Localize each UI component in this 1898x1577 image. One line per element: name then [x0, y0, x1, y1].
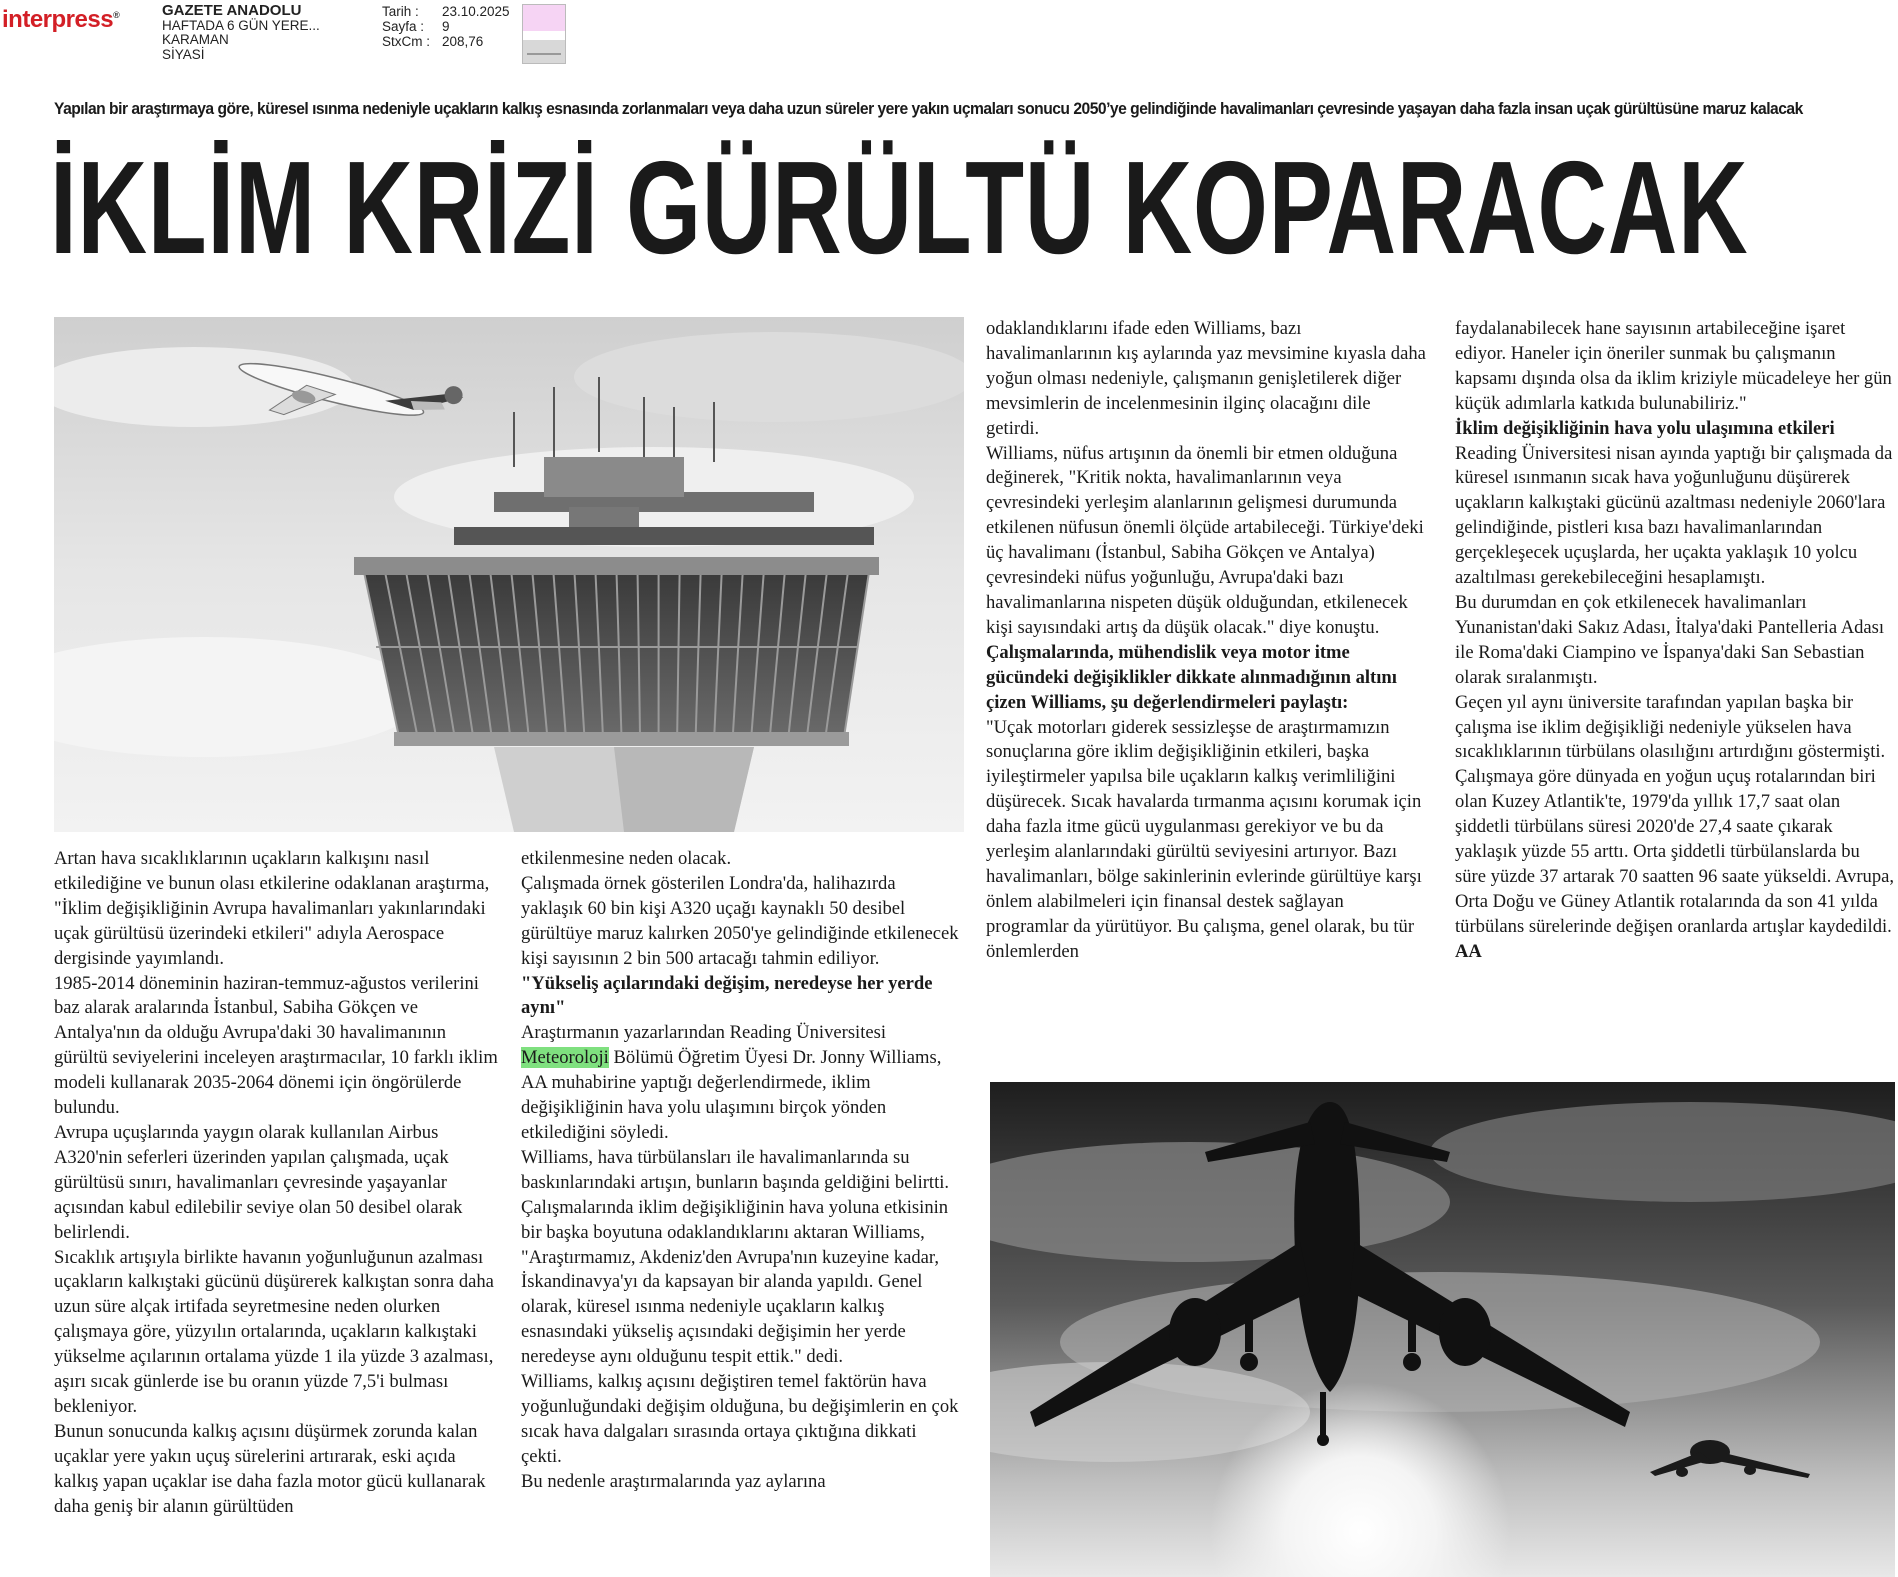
col3-subheading: Çalışmalarında, mühendislik veya motor itme gücündeki değişiklikler dikkate alınmadığının altını çizen Williams, şu değerlendirmeleri paylaştı: — [986, 641, 1397, 713]
col2-paragraph-2: Çalışmada örnek gösterilen Londra'da, halihazırda yaklaşık 60 bin kişi A320 uçağı kaynaklı 50 desibel gürültüye maruz kalırken 2050'ye gelindiğinde etkilenecek kişi sayısının 2 bin 500 artacağı tahmin ediliyor. — [521, 872, 959, 969]
col4-paragraph-3: Bu durumdan en çok etkilenecek havalimanları Yunanistan'daki Sakız Adası, İtalya'daki Pantelleria Adası ile Roma'daki Ciampino ve İspanya'daki San Sebastian olarak sıralanmıştı. — [1455, 591, 1885, 688]
article-column-3 — [986, 317, 1426, 965]
airplane-below-photo — [990, 1082, 1895, 1577]
col3-paragraph-2: Williams, nüfus artışının da önemli bir etmen olduğuna değinerek, "Kritik nokta, havalimanlarının veya çevresindeki yerleşim alanlarının gelişmesi durumunda etkilenen nüfusun önemli ölçüde artabileceği. Türkiye'deki üç havalimanı (İstanbul, Sabiha Gökçen ve Antalya) çevresindeki nüfus yoğunluğu, Avrupa'daki bazı havalimanlarına nispeten düşük olduğundan, etkilenecek kişi sayısındaki artış da düşük olacak." diye konuştu. — [986, 442, 1424, 638]
article-headline: İKLİM KRİZİ GÜRÜLTÜ KOPARACAK — [50, 134, 1749, 281]
col2-paragraph-1: etkilenmesine neden olacak. — [521, 848, 732, 869]
article-signature: AA — [1455, 940, 1482, 962]
publication-frequency: HAFTADA 6 GÜN YERE... — [162, 17, 320, 33]
col3-paragraph-3: "Uçak motorları giderek sessizleşse de araştırmamızın sonuçlarına göre iklim değişikliğinin etkileri, başka iyileştirmeler yapılsa bile uçakların kalkış verimliliğini düşürecek. Sıcak havalarda tırmanma açısını korumak için daha fazla itme gücü uygulanması gerekiyor ve bu da yerleşim alanlarındaki gürültü seviyesini artırıyor. Bazı havalimanları, bölge sakinlerinin evlerinde gürültüye karşı önlem alabilmeleri için finansal destek sağlayan programlar da yürütüyor. Bu çalışma, genel olarak, bu tür önlemlerden — [986, 716, 1422, 962]
col1-paragraph-2: 1985-2014 döneminin haziran-temmuz-ağustos verilerini baz alarak aralarında İstanbul, Sabiha Gökçen ve Antalya'nın da olduğu Avrupa'daki 30 havalimanının gürültü seviyelerini inceleyen araştırmacılar, 10 farklı iklim modeli kullanarak 2035-2064 dönemi için öngörülerde bulundu. — [54, 972, 498, 1119]
col1-paragraph-5: Bunun sonucunda kalkış açısını düşürmek zorunda kalan uçaklar yere yakın uçuş sürelerini artırarak, eski açıda kalkış yapan uçaklar ise daha fazla motor gücü kullanarak daha geniş bir alanın gürültüden — [54, 1420, 486, 1517]
article-column-1 — [54, 847, 504, 1519]
col2-paragraph-6: Williams, kalkış açısını değiştiren temel faktörün hava yoğunluğundaki değişim olduğuna, bu değişimlerin en çok sıcak hava dalgaları sırasında ortaya çıktığına dikkati çekti. — [521, 1371, 959, 1467]
interpress-logo: interpress® — [2, 6, 120, 33]
meta-date-row: Tarih : 23.10.2025 — [382, 4, 510, 19]
col2-paragraph-7: Bu nedenle araştırmalarında yaz aylarına — [521, 1470, 826, 1492]
meta-date: 23.10.2025 — [442, 4, 510, 19]
col3-paragraph-1: odaklandıklarını ifade eden Williams, bazı havalimanlarının kış aylarında yaz mevsimine kıyasla daha yoğun olması nedeniyle, çalışmanın genişletilerek diğer mevsimlerin de incelenmesinin ilginç olacağını dile getirdi. — [986, 318, 1426, 439]
col1-paragraph-1: Artan hava sıcaklıklarının uçakların kalkışını nasıl etkilediğine ve bunun olası etkilerine odaklanan araştırma, "İklim değişikliğinin Avrupa havalimanları yakınlarındaki uçak gürültüsü üzerindeki etkileri" adıyla Aerospace dergisinde yayımlandı. — [54, 848, 490, 969]
publication-info — [162, 4, 320, 62]
article-column-2 — [521, 847, 961, 1495]
col4-paragraph-1: faydalanabilecek hane sayısının artabileceğine işaret ediyor. Haneler için öneriler sunmak bu çalışmanın kapsamı dışında olsa da iklim kriziyle mücadeleye her gün küçük adımlarla katkıda bulunabiliriz." — [1455, 318, 1892, 414]
col4-subheading: İklim değişikliğinin hava yolu ulaşımına etkileri — [1455, 417, 1835, 439]
highlighted-keyword: Meteoroloji — [521, 1047, 609, 1069]
col4-paragraph-4: Geçen yıl aynı üniversite tarafından yapılan başka bir çalışma ise iklim değişikliği nedeniyle yükselen hava sıcaklıklarının türbülans olasılığını artırdığını göstermişti. — [1455, 691, 1886, 763]
meta-page: 9 — [442, 19, 450, 34]
page-thumbnail[interactable] — [522, 4, 566, 64]
col2-paragraph-4: Williams, hava türbülansları ile havalimanlarında su baskınlarındaki artışın, bunların başında geldiğini belirtti. — [521, 1146, 950, 1193]
col4-paragraph-2: Reading Üniversitesi nisan ayında yaptığı bir çalışmada da küresel ısınmanın sıcak hava yoğunluğunu düşürerek uçakların kalkıştaki gücünü azaltması nedeniyle 2060'lara gelindiğinde, pistleri kısa bazı havalimanlarından gerçekleşecek uçuşlarda, her uçakta yaklaşık 10 yolcu azaltılması gerekebileceğini hesaplamıştı. — [1455, 442, 1893, 589]
col1-paragraph-4: Sıcaklık artışıyla birlikte havanın yoğunluğunun azalması uçakların kalkıştaki gücünü düşürerek kalkıştan sonra daha uzun süre alçak irtifada seyretmesine neden olurken çalışmaya göre, yüzyılın ortalarında, uçakların kalkıştaki yükselme açılarının ortalama yüzde 1 ila yüzde 3 azalması, aşırı sıcak günlerde ise bu oranın yüzde 7,5'i bulması bekleniyor. — [54, 1246, 494, 1417]
col2-paragraph-3: Araştırmanın yazarlarından Reading Üniversitesi Meteoroloji Bölümü Öğretim Üyesi Dr. Jonny Williams, AA muhabirine yaptığı değerlendirmede, iklim değişikliğinin hava yolu ulaşımını birçok yönden etkilediğini söyledi. — [521, 1022, 942, 1143]
publication-city: KARAMAN — [162, 32, 229, 47]
col2-subheading: "Yükseliş açılarındaki değişim, neredeyse her yerde aynı" — [521, 972, 933, 1019]
article-spot: Yapılan bir araştırmaya göre, küresel ısınma nedeniyle uçakların kalkış esnasında zorlanmaları veya daha uzun süreler yere yakın uçmaları sonucu 2050’ye gelindiğinde havalimanları çevresinde yaşayan daha fazla insan uçak gürültüsüne maruz kalacak — [54, 99, 1803, 118]
col1-paragraph-3: Avrupa uçuşlarında yaygın olarak kullanılan Airbus A320'nin seferleri üzerinden yapılan çalışmada, uçak gürültüsü sınırı, havalimanları çevresinde yaşayanlar açısından kabul edilebilir seviye olan 50 desibel olarak belirlendi. — [54, 1121, 463, 1243]
publication-category: SİYASİ — [162, 46, 205, 62]
meta-stxcm-row: StxCm : 208,76 — [382, 34, 484, 49]
meta-page-row: Sayfa : 9 — [382, 19, 450, 34]
col4-paragraph-5: Çalışmaya göre dünyada en yoğun uçuş rotalarından biri olan Kuzey Atlantik'te, 1979'da yıllık 17,7 saat olan şiddetli türbülans süresi 2020'de 27,4 saate çıkarak yaklaşık yüzde 55 arttı. Orta şiddetli türbülanslarda bu süre yüzde 37 artarak 70 saatten 96 saate yükseldi. Avrupa, Orta Doğu ve Güney Atlantik rotalarında da son 41 yılda türbülans sürelerinde değişen oranlarda artışlar kaydedildi. AA — [1455, 766, 1895, 962]
article-column-4 — [1455, 317, 1895, 965]
meta-stxcm: 208,76 — [442, 34, 484, 49]
clipping-meta — [382, 4, 510, 49]
control-tower-photo — [54, 317, 964, 832]
col2-paragraph-5: Çalışmalarında iklim değişikliğinin hava yoluna etkisinin bir başka boyutuna odaklandıklarını aktaran Williams, "Araştırmamız, Akdeniz'den Avrupa'nın kuzeyine kadar, İskandinavya'yı da kapsayan bir alanda yapıldı. Genel olarak, küresel ısınma nedeniyle uçakların kalkış esnasındaki yükseliş açısındaki değişimin her yerde neredeyse aynı olduğunu tespit ettik." dedi. — [521, 1196, 949, 1368]
publication-name: GAZETE ANADOLU — [162, 2, 302, 19]
